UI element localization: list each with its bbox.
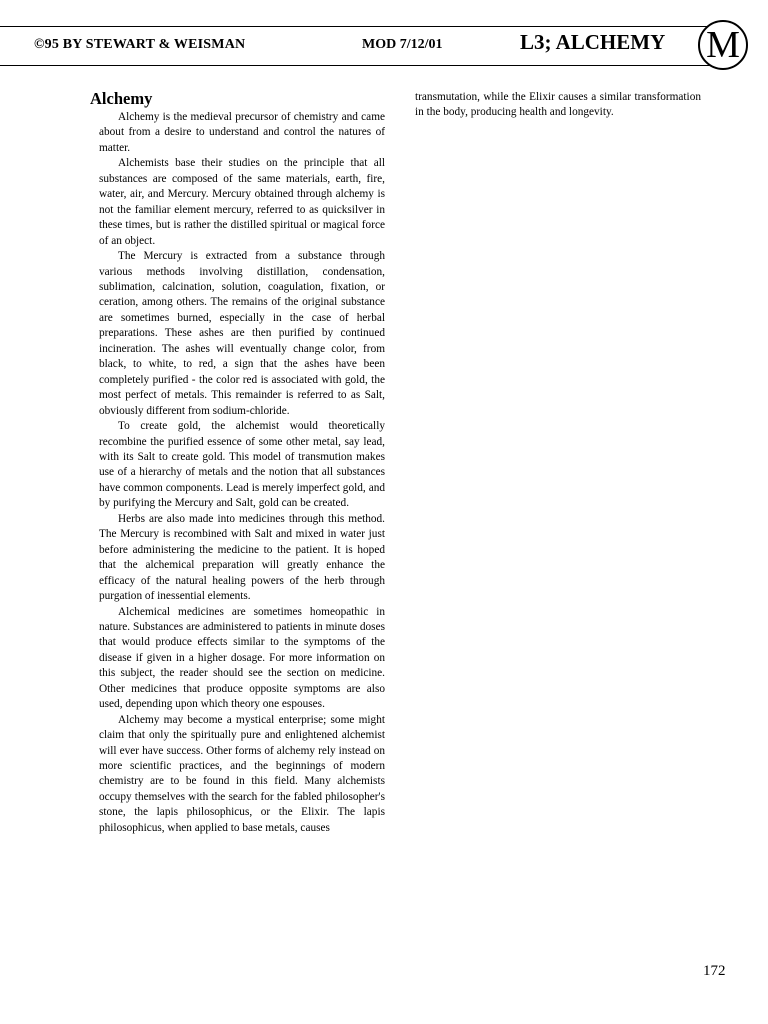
paragraph: The Mercury is extracted from a substance through various methods involving distillation, condensation, sublimation, calcination, solution, coagulation, fixation, or ceration, among others. The remains of the original substance are sometimes burned, especially in the case of herbal preparations. These ashes are then purified by continued incineration. The ashes will eventually change color, from black, to white, to red, a sign that the ashes have been completely purified - the color red is associated with gold, the most perfect of metals. This remainder is referred to as Salt, obviously different from sodium-chloride.	[99, 250, 385, 417]
section-title: L3; ALCHEMY	[520, 30, 666, 54]
paragraph-continuation: transmutation, while the Elixir causes a similar transformation in the body, producing health and longevity.	[415, 91, 701, 119]
modification-date: MOD 7/12/01	[362, 37, 443, 52]
paragraph: Alchemical medicines are sometimes homeopathic in nature. Substances are administered to patients in minute doses that would produce effects similar to the symptoms of the disease if given in a higher dosage. For more information on this subject, the reader should see the section on medicine. Other medicines that produce opposite symptoms are also used, depending upon which theory one espouses.	[99, 605, 385, 711]
copyright-notice: ©95 BY STEWART & WEISMAN	[34, 37, 246, 52]
paragraph: Herbs are also made into medicines through this method. The Mercury is recombined with Salt and mixed in water just before administering the medicine to the patient. It is hoped that the alchemical preparation will greatly enhance the efficacy of the natural healing powers of the herb through purgation of inessential elements.	[99, 512, 385, 603]
page-header	[0, 26, 720, 66]
page-number: 172	[703, 963, 726, 979]
article-title: Alchemy	[90, 89, 153, 108]
paragraph: Alchemy may become a mystical enterprise; some might claim that only the spiritually pure and enlightened alchemist will ever have success. Other forms of alchemy rely instead on more scientific practices, and the beginnings of modern chemistry are to be found in this field. Many alchemists occupy themselves with the search for the fabled philosopher's stone, the lapis philosophicus, or the Elixir. The lapis philosophicus, when applied to base metals, causes	[99, 713, 385, 834]
m-logo-icon	[698, 20, 748, 70]
paragraph: Alchemy is the medieval precursor of chemistry and came about from a desire to understand and control the natures of matter.	[99, 111, 385, 154]
paragraph: To create gold, the alchemist would theoretically recombine the purified essence of some other metal, say lead, with its Salt to create gold. This model of transmution makes use of a hierarchy of metals and the notion that all substances have common components. Lead is merely imperfect gold, and by purifying the Mercury and Salt, gold can be created.	[99, 420, 385, 510]
left-column	[99, 110, 385, 836]
logo-letter: M	[706, 24, 740, 66]
right-column	[415, 90, 701, 121]
paragraph: Alchemists base their studies on the principle that all substances are composed of the same materials, earth, fire, water, air, and Mercury. Mercury obtained through alchemy is not the familiar element mercury, referred to as quicksilver in these times, but is rather the distilled spiritual or magical force of an object.	[99, 157, 385, 247]
